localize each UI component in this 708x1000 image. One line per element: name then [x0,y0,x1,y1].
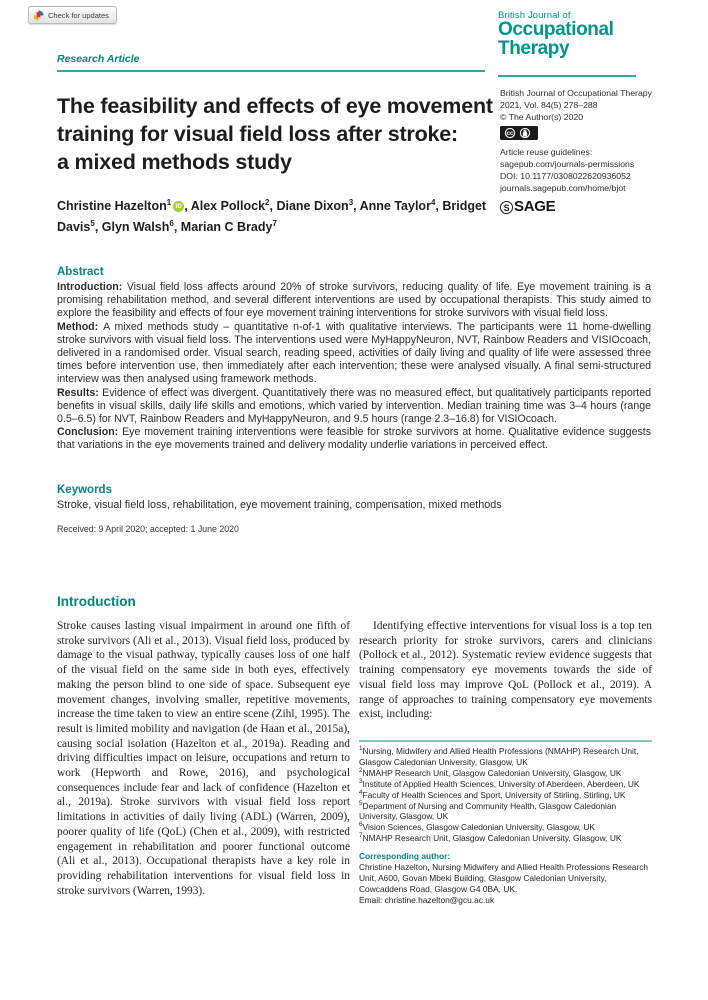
orcid-icon[interactable]: iD [173,201,184,212]
masthead-rule [498,75,636,77]
article-title [57,92,527,176]
masthead-title-line1: Occupational [498,19,614,40]
email-link[interactable]: christine.hazelton@gcu.ac.uk [384,894,495,905]
metadata-copyright: © The Author(s) 2020 [500,112,584,123]
author-name: Christine Hazelton [57,199,167,213]
affiliation: $^6$Vision Sciences, Glasgow Caledonian University, Glasgow, UK [359,821,595,833]
sage-logo: S SAGE [500,201,660,214]
abstract-heading: Abstract [57,266,104,278]
cc-by-license-icon[interactable] [500,126,538,143]
abstract-conclusion: Conclusion: Eye movement training interventions were feasible for stroke survivors at home. Qualitative evidence suggests that variations in the eye movements trained and delivery modality underlie variations in perceived effect. [57,426,651,452]
author-name: Glyn Walsh [101,220,170,234]
metadata-doi: DOI: 10.1177/0308022620936052 [500,171,631,182]
author: , Glyn Walsh$^6$ [94,218,174,234]
keywords-text: Stroke, visual field loss, rehabilitation, eye movement training, compensation, mixed methods [57,499,502,511]
metadata-reuse-label: Article reuse guidelines: [500,146,593,157]
introduction-heading: Introduction [57,594,136,609]
author-affiliation-sup: 1 [166,197,172,207]
crossmark-icon [33,10,44,21]
introduction-right-paragraph: Identifying effective interventions for visual loss is a top ten research priority for stroke survivors, carers and clinicians (Pollock et al., 2012). Systematic review evidence suggests that training compensatory eye movements towards the side of visual field loss may improve QoL (Pollock et al., 2019). A range of approaches to training compensatory eye movements exist, including: [359,620,652,721]
title-line-2: training for visual field loss after stroke: [57,122,458,146]
author-affiliation-sup: 6 [169,218,174,228]
title-line-3: a mixed methods study [57,150,292,174]
metadata-journal: British Journal of Occupational Therapy [500,88,652,98]
affiliations-rule [359,740,652,742]
article-type-rule [57,70,485,72]
metadata-volume: 2021, Vol. 84(5) 278–288 [500,100,598,111]
masthead-pretitle: British Journal of [498,10,571,21]
journal-masthead [498,10,638,58]
author-affiliation-sup: 3 [348,197,354,207]
abstract-results: Results: Evidence of effect was divergent. Quantitatively there was no measured effect, but qualitatively participants reported benefits in visual skills, daily life skills and emotions, which varied by intervention. Median training time was 3–4 hours (range 0.5–6.5) for NVT, Rainbow Readers and MyHappyNeuron, and 9.5 hours (range 2.3–16.8) for VISIOcoach. [57,386,651,426]
author-list [57,196,527,238]
abstract-body [57,281,651,453]
corresponding-author-heading: Corresponding author: [359,851,451,862]
author-affiliation-sup: 2 [265,197,270,207]
abstract-introduction: Introduction: Visual field loss affects around 20% of stroke survivors, reducing quality of life. Eye movement training is a promising rehabilitation method, and several different interventions are used by occupational therapists. This study aimed to explore the feasibility and effects of four eye movement training interventions for stroke survivors with visual field loss. [57,281,651,320]
received-dates: Received: 9 April 2020; accepted: 1 June 2020 [57,524,239,534]
author-affiliation-sup: 5 [90,218,95,228]
introduction-left-column: Stroke causes lasting visual impairment in around one fifth of stroke survivors (Ali et al., 2013). Visual field loss, produced by damage to the visual pathway, typically causes loss of one half of the visual field on the same side in both eyes, effectively making the person blind to one side of space. Subsequent eye movement changes, involving smaller, repetitive movements, increase the time taken to view an entire scene (Zihl, 1995). The result is limited mobility and navigation (de Haan et al., 2015a), causing social isolation (Hazelton et al., 2019a). Reading and driving difficulties impact on leisure, occupations and return to work (Hepworth and Rowe, 2016), and psychological consequences include fear and lack of confidence (Hazelton et al., 2019a). Stroke survivors with visual field loss report limitations in activities of daily living (ADL) (Warren, 2009), poorer quality of life (QoL) (Chen et al., 2009), with restricted engagement in rehabilitation and poorer functional outcome (Ali et al., 2013). Occupational therapists have a key role in providing rehabilitation interventions for visual field loss in stroke survivors (Warren, 1993). [57,620,350,897]
author: , Alex Pollock$^2$ [184,197,270,213]
author-name: Bridget Davis [57,199,487,234]
author [57,199,184,213]
affiliation: $^7$NMAHP Research Unit, Glasgow Caledonian University, Glasgow, UK [359,832,622,844]
affiliation: $^1$Nursing, Midwifery and Allied Health Professions (NMAHP) Research Unit, Glasgow Caledonian University, Glasgow, UK [359,745,639,767]
author-affiliation-sup: 7 [272,218,277,228]
author-name: Alex Pollock [190,199,266,213]
article-type-label: Research Article [57,53,140,65]
affiliation: $^2$NMAHP Research Unit, Glasgow Caledonian University, Glasgow, UK [359,767,622,778]
metadata-journal-home-link[interactable]: journals.sagepub.com/home/bjot [500,183,626,194]
check-for-updates-label: Check for updates [48,10,109,20]
author: , Diane Dixon$^3$ [269,197,354,213]
affiliations-block [359,746,652,906]
corresponding-author-email-line: Email: christine.hazelton@gcu.ac.uk [359,894,495,905]
abstract-method: Method: A mixed methods study – quantitative n-of-1 with qualitative interviews. The participants were 11 home-dwelling stroke survivors with visual field loss. The interventions used were MyHappyNeuron, NVT, Rainbow Readers and VISIOcoach, delivered in a randomised order. Visual search, reading speed, activities of daily living and quality of life were assessed three times before intervention use, then immediately after each intervention; these were analysed visually. A final semi-structured interview was then analysed using framework methods. [57,320,651,386]
author-name: Diane Dixon [276,199,349,213]
title-line-1: The feasibility and effects of eye movement [57,94,493,118]
affiliation: $^5$Department of Nursing and Community Health, Glasgow Caledonian University, Glasgow, UK [359,799,617,822]
introduction-right-column [359,619,652,722]
author-name: Marian C Brady [180,220,273,234]
masthead-title-line2: Therapy [498,37,570,59]
author: , Anne Taylor$^4$ [353,197,436,213]
check-for-updates-button[interactable] [28,6,117,24]
author: , Marian C Brady$^7$ [173,218,277,234]
affiliation: $^3$Institute of Applied Health Sciences, University of Aberdeen, Aberdeen, UK [359,777,640,789]
metadata-permissions-link[interactable]: sagepub.com/journals-permissions [500,159,635,170]
affiliation: $^4$Faculty of Health Sciences and Sport, University of Stirling, Stirling, UK [359,788,626,800]
article-metadata [500,87,660,214]
keywords-heading: Keywords [57,484,112,496]
author: , Bridget Davis$^5$ [57,199,487,234]
corresponding-author-address: Christine Hazelton, Nursing Midwifery and Allied Health Professions Research Unit, A600, Govan Mbeki Building, Glasgow Caledonian University, Cowcaddens Road, Glasgow G4 0BA, UK. [359,862,649,894]
author-affiliation-sup: 4 [430,197,436,207]
svg-text:cc: cc [506,130,514,137]
author-name: Anne Taylor [359,199,431,213]
